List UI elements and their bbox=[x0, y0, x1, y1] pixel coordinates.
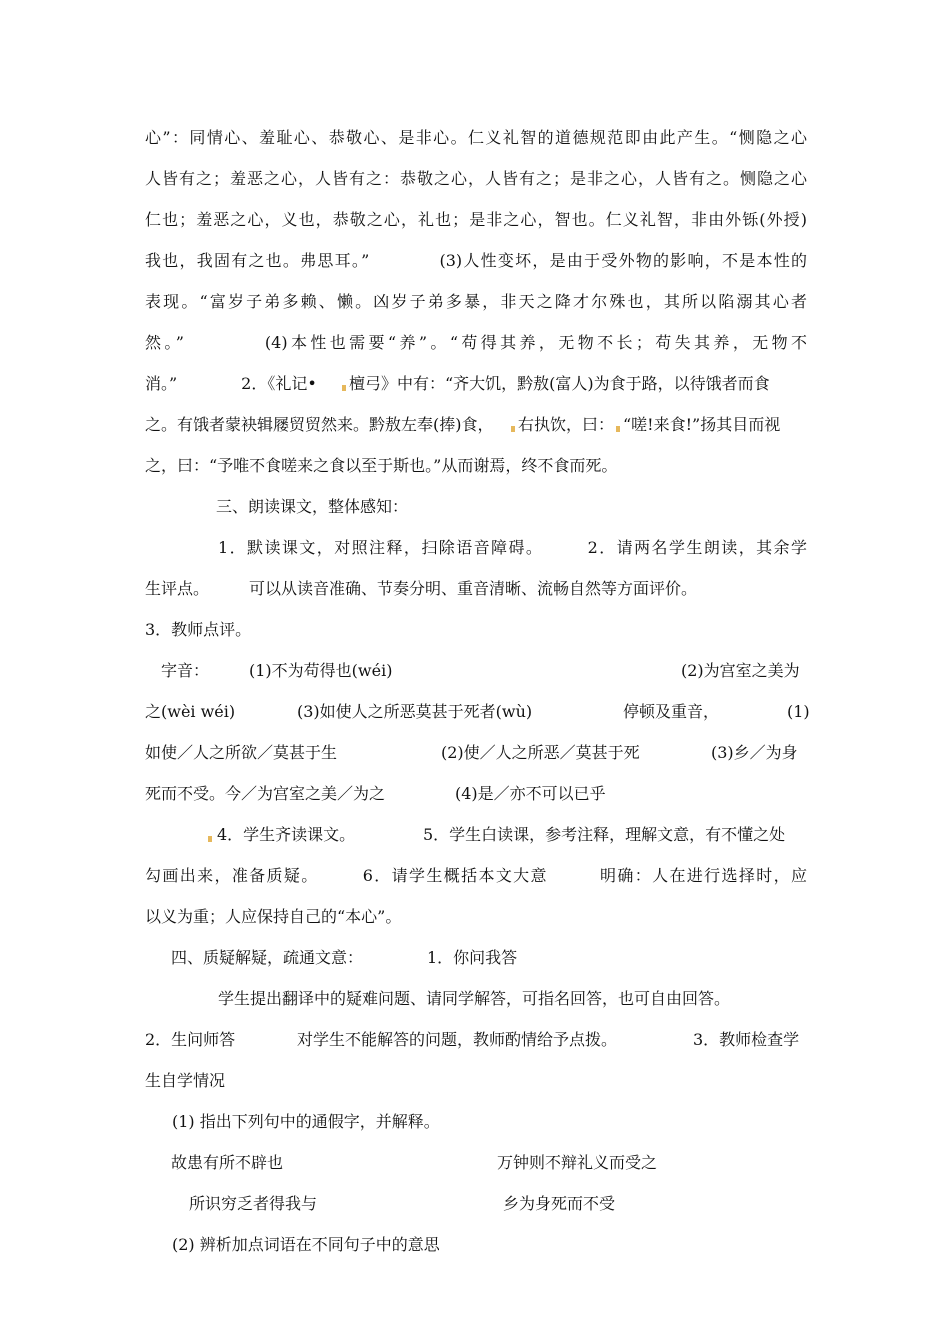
line-segment: 死而不受。今／为宫室之美／为之 bbox=[145, 784, 386, 803]
line-segment: 右执饮，曰： bbox=[518, 415, 615, 434]
paragraph-line: 勾画出来，准备质疑。 6．请学生概括本文大意 明确：人在进行选择时，应 bbox=[145, 866, 807, 885]
line-segment: 乡为身死而不受 bbox=[503, 1194, 616, 1213]
paragraph-line: 心”：同情心、羞耻心、恭敬心、是非心。仁义礼智的道德规范即由此产生。“恻隐之心 bbox=[145, 128, 807, 147]
line-segment: 1．你问我答 bbox=[427, 948, 518, 967]
paragraph-line: 仁也；羞恶之心，义也，恭敬之心，礼也；是非之心，智也。仁义礼智，非由外铄(外授) bbox=[145, 210, 807, 229]
paragraph-line bbox=[145, 1025, 807, 1055]
line-segment: (2)为宫室之美为 bbox=[681, 661, 800, 680]
paragraph-line: 3．教师点评。 bbox=[145, 620, 252, 639]
paragraph-line bbox=[145, 697, 810, 727]
line-segment: 停顿及重音， bbox=[623, 702, 720, 721]
line-segment: 5．学生白读课，参考注释，理解文意，有不懂之处 bbox=[423, 825, 786, 844]
line-segment: 所识穷乏者得我与 bbox=[189, 1194, 318, 1213]
paragraph-line: (2) 辨析加点词语在不同句子中的意思 bbox=[172, 1235, 440, 1254]
line-segment: 万钟则不辩礼义而受之 bbox=[497, 1153, 658, 1172]
line-segment: 字音： (1)不为苟得也(wéi) bbox=[161, 661, 393, 680]
paragraph-line bbox=[145, 1148, 807, 1178]
paragraph-line bbox=[145, 820, 807, 850]
line-segment: (2)使／人之所恶／莫甚于死 bbox=[441, 743, 640, 762]
paragraph-line bbox=[145, 369, 807, 399]
line-segment: 2．生问师答 bbox=[145, 1030, 236, 1049]
line-segment: 对学生不能解答的问题，教师酌情给予点拨。 bbox=[297, 1030, 618, 1049]
paragraph-line bbox=[145, 779, 807, 809]
line-segment: (3)如使人之所恶莫甚于死者(wù) bbox=[297, 702, 533, 721]
line-segment: 3．教师检查学 bbox=[693, 1030, 800, 1049]
paragraph-line: 表现。“富岁子弟多赖、懒。凶岁子弟多暴，非天之降才尔殊也，其所以陷溺其心者 bbox=[145, 292, 807, 311]
line-segment: 之。有饿者蒙袂辑屦贸贸然来。黔敖左奉(捧)食， bbox=[145, 415, 494, 434]
paragraph-line: 学生提出翻译中的疑难问题、请同学解答，可指名回答，也可自由回答。 bbox=[218, 989, 731, 1008]
line-segment: (4)是／亦不可以已乎 bbox=[455, 784, 606, 803]
line-segment: 消。” 2．《礼记• bbox=[145, 374, 317, 393]
paragraph-line: 以义为重；人应保持自己的“本心”。 bbox=[145, 907, 402, 926]
line-segment: 故患有所不辟也 bbox=[171, 1153, 284, 1172]
line-segment: 如使／人之所欲／莫甚于生 bbox=[145, 743, 338, 762]
emphasis-dot-marker bbox=[615, 410, 621, 440]
paragraph-line: 然。” (4)本性也需要“养”。“苟得其养，无物不长；苟失其养，无物不 bbox=[145, 333, 807, 352]
line-segment: (1) bbox=[787, 702, 810, 721]
paragraph-line bbox=[145, 943, 807, 973]
line-segment: 之(wèi wéi) bbox=[145, 702, 236, 721]
paragraph-line bbox=[145, 656, 807, 686]
paragraph-line: 人皆有之；羞恶之心，人皆有之：恭敬之心，人皆有之；是非之心，人皆有之。恻隐之心 bbox=[145, 169, 807, 188]
line-segment: 4．学生齐读课文。 bbox=[217, 825, 356, 844]
section-heading: 四、质疑解疑，疏通文意： bbox=[171, 948, 364, 967]
paragraph-line bbox=[145, 1189, 807, 1219]
emphasis-dot-marker bbox=[207, 820, 213, 850]
paragraph-line: 我也，我固有之也。弗思耳。” (3)人性变坏，是由于受外物的影响，不是本性的 bbox=[145, 251, 807, 270]
line-segment: “嗟!来食!”扬其目而视 bbox=[623, 415, 781, 434]
paragraph-line: 之，曰：“予唯不食嗟来之食以至于斯也。”从而谢焉，终不食而死。 bbox=[145, 456, 618, 475]
paragraph-line: 生评点。 可以从读音准确、节奏分明、重音清晰、流畅自然等方面评价。 bbox=[145, 579, 698, 598]
line-segment: 檀弓》中有：“齐大饥，黔敖(富人)为食于路，以待饿者而食 bbox=[349, 374, 770, 393]
line-segment: (3)乡／为身 bbox=[711, 743, 798, 762]
paragraph-line: 1．默读课文，对照注释，扫除语音障碍。 2．请两名学生朗读，其余学 bbox=[218, 538, 807, 557]
emphasis-dot-marker bbox=[510, 410, 516, 440]
paragraph-line bbox=[145, 738, 807, 768]
paragraph-line: (1) 指出下列句中的通假字，并解释。 bbox=[172, 1112, 440, 1131]
paragraph-line bbox=[145, 410, 807, 440]
emphasis-dot-marker bbox=[341, 369, 347, 399]
section-heading: 三、朗读课文，整体感知： bbox=[216, 497, 409, 516]
paragraph-line: 生自学情况 bbox=[145, 1071, 226, 1090]
